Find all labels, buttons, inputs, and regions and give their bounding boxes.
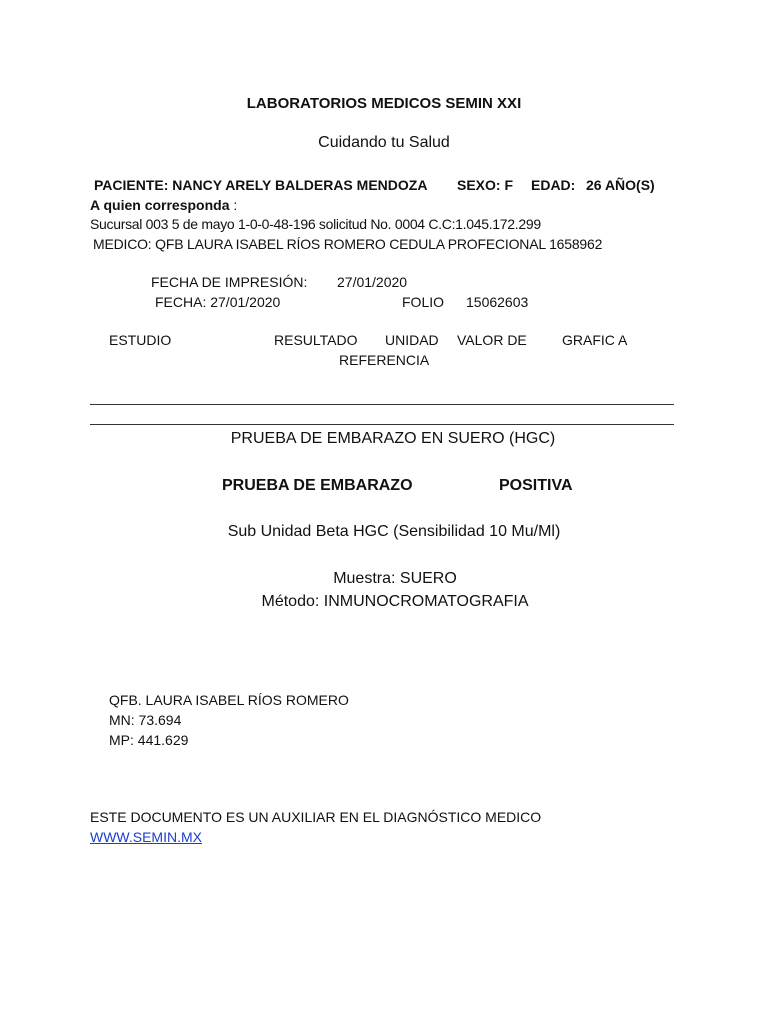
patient-age-value: 26 AÑO(S) — [586, 177, 655, 193]
col-reference-line2: REFERENCIA — [339, 352, 430, 368]
signature-mp: MP: 441.629 — [109, 732, 189, 748]
signature-mn: MN: 73.694 — [109, 712, 182, 728]
branch-line: Sucursal 003 5 de mayo 1-0-0-48-196 solicitud No. 0004 C.C:1.045.172.299 — [90, 216, 541, 232]
to-whom-label: A quien corresponda — [90, 197, 230, 213]
section-title: PRUEBA DE EMBARAZO EN SUERO (HGC) — [230, 430, 556, 447]
divider-bottom — [90, 424, 674, 425]
patient-name: PACIENTE: NANCY ARELY BALDERAS MENDOZA — [94, 177, 428, 193]
website-link[interactable]: WWW.SEMIN.MX — [90, 829, 202, 845]
folio-value: 15062603 — [466, 294, 529, 310]
patient-sex: SEXO: F — [457, 177, 514, 193]
doctor-line: MEDICO: QFB LAURA ISABEL RÍOS ROMERO CEDULA PROFECIONAL 1658962 — [93, 236, 603, 252]
lab-slogan: Cuidando tu Salud — [318, 134, 450, 151]
test-method: Método: INMUNOCROMATOGRAFIA — [261, 593, 529, 610]
print-date-label: FECHA DE IMPRESIÓN: — [151, 274, 308, 290]
signature-name: QFB. LAURA ISABEL RÍOS ROMERO — [109, 692, 349, 708]
patient-age-label: EDAD: — [531, 177, 576, 193]
to-whom-colon: : — [229, 197, 238, 213]
divider-top — [90, 404, 674, 405]
test-subunit: Sub Unidad Beta HGC (Sensibilidad 10 Mu/Ml) — [227, 523, 561, 540]
folio-label: FOLIO — [402, 294, 445, 310]
col-unit: UNIDAD — [385, 332, 439, 348]
col-reference-line1: VALOR DE — [457, 332, 527, 348]
test-name: PRUEBA DE EMBARAZO — [222, 477, 413, 494]
disclaimer: ESTE DOCUMENTO ES UN AUXILIAR EN EL DIAGNÓSTICO MEDICO — [90, 809, 542, 825]
print-date-value: 27/01/2020 — [337, 274, 408, 290]
test-sample: Muestra: SUERO — [333, 570, 457, 587]
test-result: POSITIVA — [499, 477, 573, 494]
to-whom-line — [90, 197, 237, 213]
lab-name: LABORATORIOS MEDICOS SEMIN XXI — [246, 95, 522, 112]
col-result: RESULTADO — [274, 332, 358, 348]
col-study: ESTUDIO — [109, 332, 172, 348]
date-line: FECHA: 27/01/2020 — [155, 294, 281, 310]
col-graph: GRAFIC A — [562, 332, 628, 348]
